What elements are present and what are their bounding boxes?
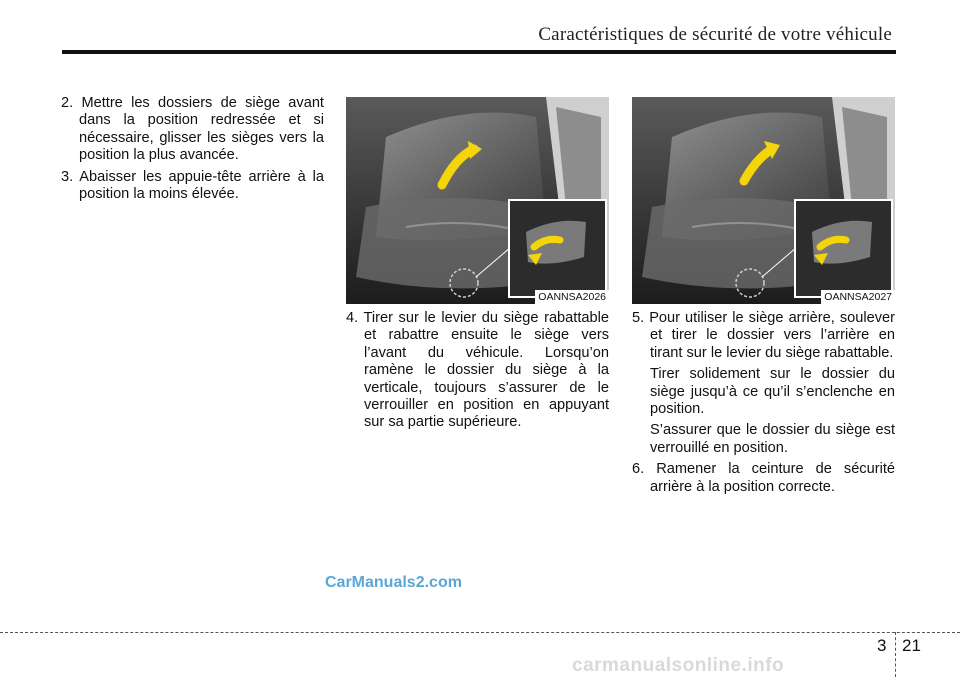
instruction-step-3: 3. Abaisser les appuie-tête arrière à la position la moins élevée. — [61, 168, 324, 203]
right-column — [632, 310, 895, 500]
figure-raise-seat — [632, 97, 895, 304]
footer-rule — [0, 632, 960, 633]
instruction-step-2: 2. Mettre les dossiers de siège avant dans la position redressée et si nécessaire, glisser les sièges vers la position la plus avancée. — [61, 95, 324, 164]
footer-divider — [895, 632, 896, 677]
figure-code-2: OANNSA2027 — [821, 290, 895, 304]
instruction-step-5-detail-2: S’assurer que le dossier du siège est verrouillé en position. — [650, 422, 895, 456]
chapter-number: 3 — [877, 636, 887, 655]
instruction-step-5-detail-1: Tirer solidement sur le dossier du siège jusqu’à ce qu’il s’enclenche en position. — [650, 366, 895, 418]
middle-column — [346, 310, 609, 436]
brand-watermark: carmanualsonline.info — [572, 655, 785, 676]
page-header-title: Caractéristiques de sécurité de votre véhicule — [538, 24, 892, 45]
seat-illustration-1 — [346, 97, 609, 304]
instruction-step-6: 6. Ramener la ceinture de sécurité arrière à la position correcte. — [632, 461, 895, 495]
instruction-step-5: 5. Pour utiliser le siège arrière, soulever et tirer le dossier vers l’arrière en tirant sur le levier du siège rabattable. — [632, 310, 895, 361]
figure-code-1: OANNSA2026 — [535, 290, 609, 304]
left-column — [61, 95, 324, 207]
instruction-step-4: 4. Tirer sur le levier du siège rabattable et rabattre ensuite le siège vers l’avant du véhicule. Lorsqu’on ramène le dossier du siège à la verticale, toujours s’assurer de le verrouiller en position en appuyant sur sa partie supérieure. — [346, 310, 609, 431]
page-number: 21 — [902, 636, 921, 655]
header-rule — [62, 50, 896, 54]
watermark-link[interactable]: CarManuals2.com — [325, 574, 462, 591]
seat-illustration-2 — [632, 97, 895, 304]
figure-fold-seat — [346, 97, 609, 304]
